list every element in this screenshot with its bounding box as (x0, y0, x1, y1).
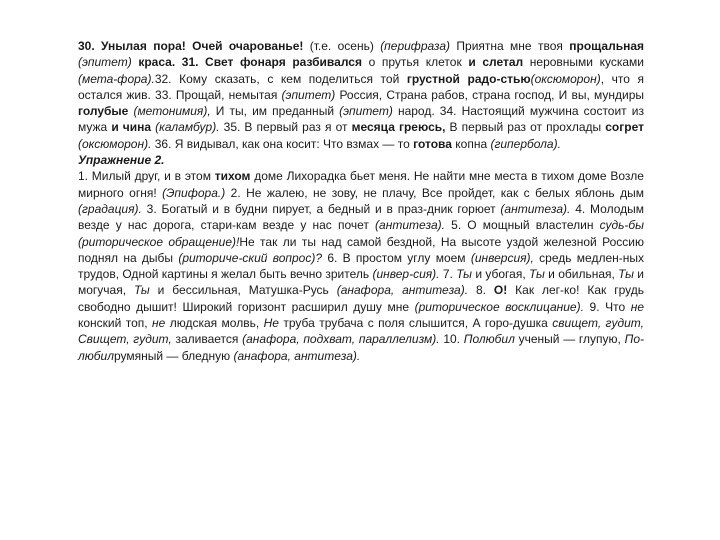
emphasized-word: свищет, гудит, Свищет, гудит, (78, 316, 644, 347)
body-text: народ. 34. Настоящий мужчина состоит из мужа (78, 104, 644, 135)
term-annotation: (градация). (78, 201, 142, 216)
body-text: труба трубача с поля слышится, А горо-душка (278, 316, 553, 331)
term-annotation: (анафора, подхват, параллелизм). (242, 332, 440, 347)
body-text: Как лег-ко! Как грудь свободно дышит! Широкий горизонт расширил душу мне (78, 283, 644, 314)
body-text: доме Лихорадка бьет меня. Не найти мне места в тихом доме Возле мирного огня! (78, 169, 644, 200)
sentence-31-head: 31. Свет фонаря разбивался (175, 55, 362, 70)
body-text: И ты, им преданный (210, 104, 340, 119)
emphasized-word: Полюбил (463, 332, 515, 347)
emphasized-word: Не (263, 316, 279, 331)
emphasized-word: тихом (214, 169, 251, 184)
term-annotation: (антитеза). (375, 218, 445, 233)
body-text: Россия, Страна рабов, страна господ, И вы, мундиры (335, 87, 645, 102)
body-text: Не так ли ты над самой бездной, На высоте уздой железной Россию поднял на дыбы (78, 234, 644, 265)
term-annotation: (гипербола). (490, 136, 561, 151)
body-text: и обильная, (544, 267, 619, 282)
body-text: 4. Молодым везде у нас дорога, стари-кам везде у нас почет (78, 201, 644, 233)
emphasized-word: месяца греюсь, (351, 120, 446, 135)
term-annotation: (риториче-ский вопрос)? (178, 250, 323, 265)
emphasized-word: О! (493, 283, 508, 298)
body-text: копна (451, 136, 491, 151)
term-annotation: (эпитет) (78, 55, 139, 70)
body-text: 8. (468, 283, 494, 298)
body-text: 1. Милый друг, и в этом (78, 169, 215, 184)
term-annotation: (риторическое обращение)! (78, 234, 240, 249)
term-annotation: (перифраза) (380, 39, 451, 53)
term-annotation: (метонимия), (128, 104, 211, 119)
body-text: 7. (439, 267, 457, 282)
exercise2-paragraph (78, 168, 644, 364)
term-annotation: (мета-фора). (78, 71, 155, 86)
body-text: 2. Не жалею, не зову, не плачу, Все пройдет, как с белых яблонь дым (225, 185, 644, 200)
emphasized-word: грустной радо-стью (406, 71, 531, 86)
term-annotation: (оксюморон). (78, 136, 152, 151)
emphasized-word: и чина (111, 120, 152, 135)
emphasized-word: Ты (456, 267, 472, 282)
note-text: (т.е. осень) (303, 39, 381, 53)
term-annotation: (анафора, антитеза). (336, 283, 469, 298)
body-text: 32. Кому сказать, с кем поделиться той (154, 71, 407, 86)
exercise2-heading (78, 152, 644, 168)
body-text: 9. Что (583, 299, 631, 314)
emphasized-word: краса. (138, 55, 176, 70)
body-text: , что я остался жив. 33. Прощай, немытая (78, 71, 644, 102)
body-text: 10. (439, 332, 464, 347)
term-annotation: (Эпифора.) (162, 185, 226, 200)
term-annotation: (каламбур). (151, 120, 220, 135)
emphasized-word: Ты (529, 267, 545, 282)
exercise1-tail-paragraph (78, 38, 644, 152)
body-text: средь медлен-ных трудов, Одной картины я желал быть вечно зритель (78, 250, 645, 282)
body-text: 3. Богатый и в будни пирует, а бедный и в праз-дник горюет (141, 201, 501, 216)
emphasized-word: По-любил (78, 332, 644, 363)
exercise-heading-text: Упражнение 2. (78, 153, 165, 168)
body-text: людская молвь, (165, 316, 264, 331)
body-text: 5. О мощный властелин (444, 218, 600, 233)
body-text: конский топ, (78, 316, 153, 331)
body-text: 35. В первый раз я от (219, 120, 352, 135)
emphasized-word: не (152, 316, 166, 331)
emphasized-word: Ты (618, 267, 634, 282)
term-annotation: (оксюморон) (530, 71, 601, 86)
emphasized-word: не (630, 299, 644, 314)
term-annotation: (эпитет) (281, 87, 336, 102)
body-text: 36. Я видывал, как она косит: Что взмах — то (151, 136, 414, 151)
body-text: заливается (171, 332, 243, 347)
emphasized-word: согрет (605, 120, 644, 135)
term-annotation: (эпитет) (339, 104, 393, 119)
body-text: Приятна мне твоя (450, 39, 570, 53)
body-text: и убогая, (471, 267, 530, 282)
emphasized-word: и слетал (468, 55, 524, 70)
term-annotation: (анафора, антитеза). (233, 348, 361, 363)
emphasized-word: Ты (133, 283, 150, 298)
sentence-30-head: 30. Унылая пора! Очей очарованье! (78, 39, 304, 53)
emphasized-word: судь-бы (599, 218, 644, 233)
body-text: и могучая, (78, 267, 644, 298)
emphasized-word: прощальная (569, 39, 645, 53)
term-annotation: (антитеза). (500, 201, 571, 216)
body-text: неровными кусками (523, 55, 644, 70)
term-annotation: (риторическое восклицание). (414, 299, 584, 314)
body-text: ученый — глупую, (514, 332, 625, 347)
body-text: 6. В простом углу моем (322, 250, 471, 265)
body-text: румяный — бледную (113, 348, 234, 363)
body-text: и бессильная, Матушка-Русь (149, 283, 337, 298)
body-text: о прутья клеток (361, 55, 469, 70)
term-annotation: (инверсия), (470, 250, 534, 265)
term-annotation: (инвер-сия). (372, 267, 440, 282)
document-page (78, 38, 644, 364)
body-text: В первый раз от прохлады (445, 120, 606, 135)
emphasized-word: готова (413, 136, 452, 151)
emphasized-word: голубые (78, 104, 129, 119)
